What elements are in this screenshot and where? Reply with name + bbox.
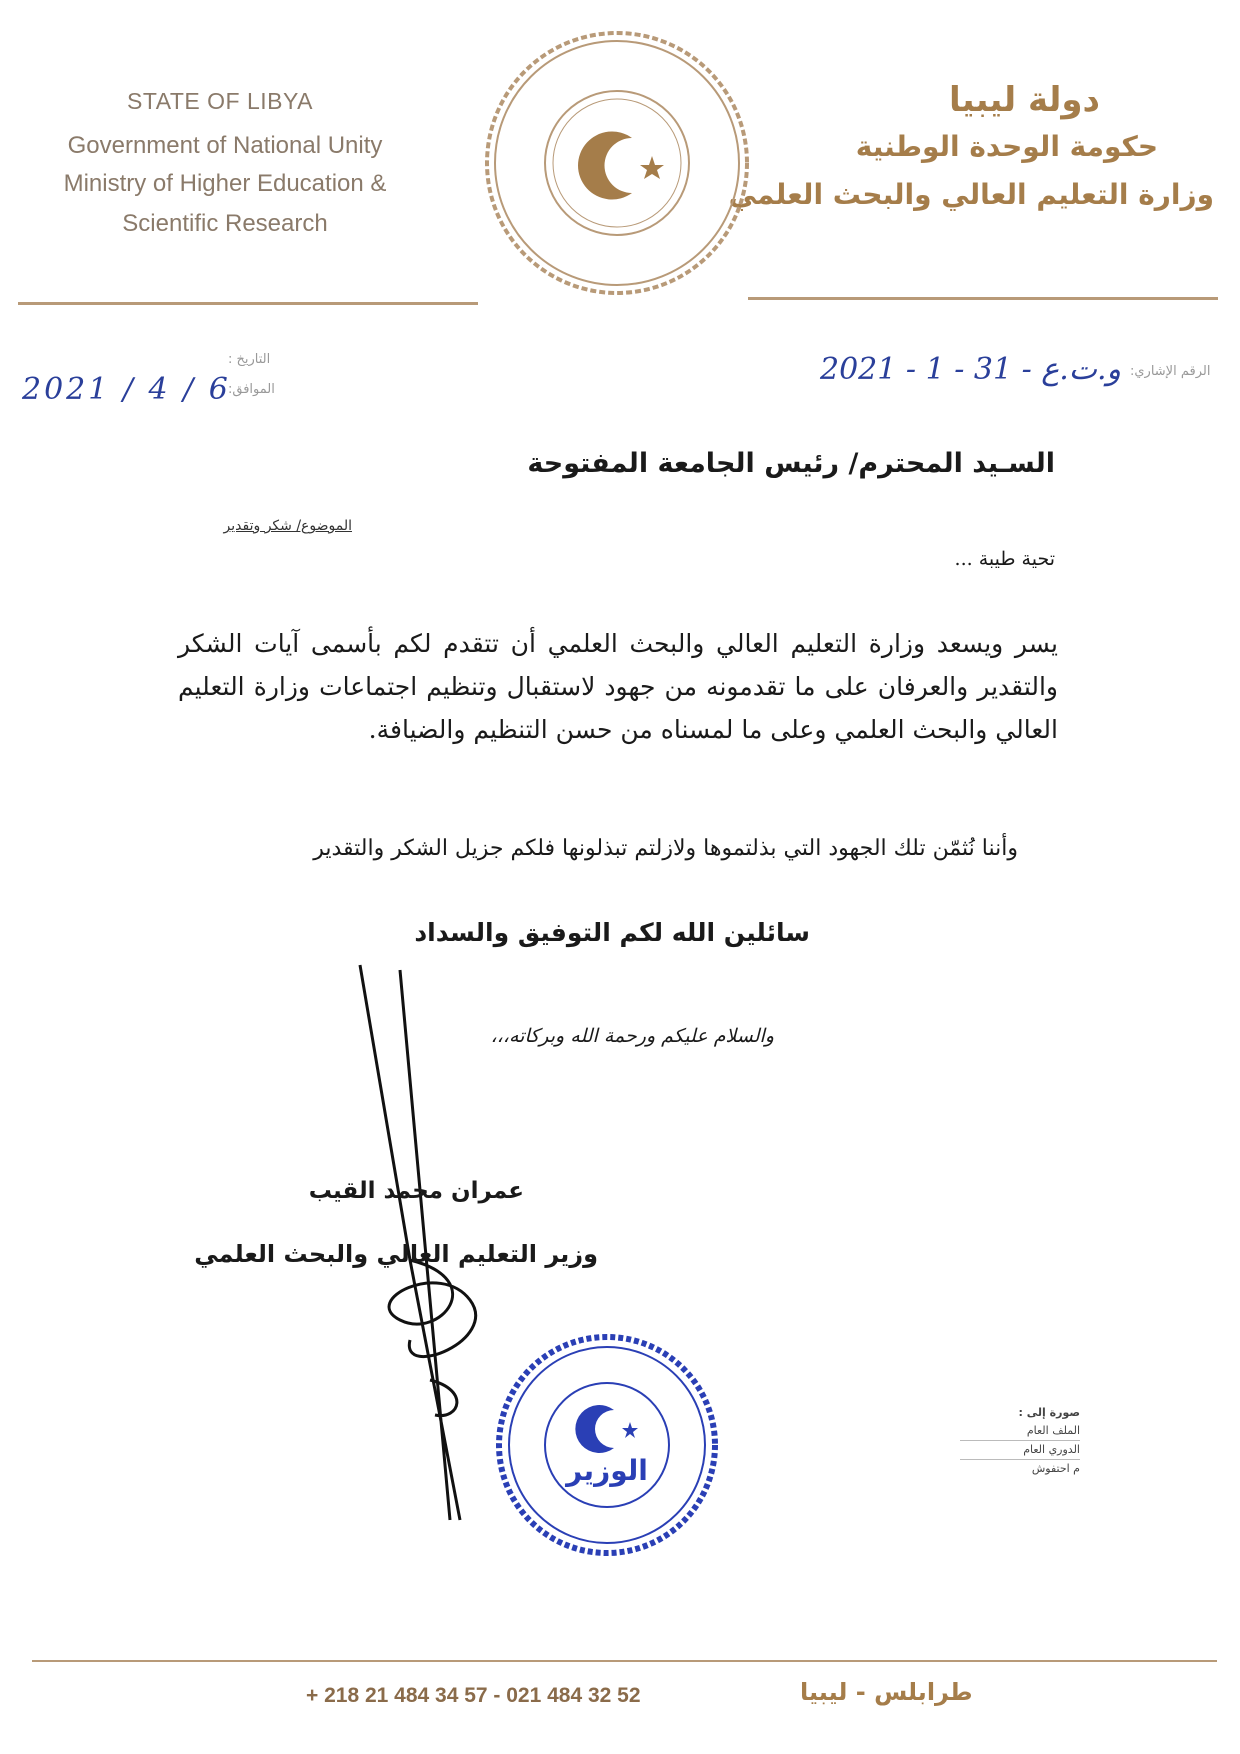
copies-item: الدوري العام [960, 1441, 1080, 1460]
ar-country: دولة ليبيا [949, 80, 1100, 120]
footer-city: طرابلس - ليبيا [800, 1678, 973, 1706]
subject: الموضوع/ شكر وتقدير [223, 518, 352, 534]
header-rule-right [748, 297, 1218, 300]
corresponding-label: الموافق: [228, 382, 275, 397]
en-country: STATE OF LIBYA [127, 88, 313, 114]
addressee: السـيد المحترم/ رئيس الجامعة المفتوحة [527, 448, 1055, 479]
wish-line: سائلين الله لكم التوفيق والسداد [414, 918, 810, 947]
thanks-line: وأننا نُثمّن تلك الجهود التي بذلتموها ولازلتم تبذلونها فلكم جزيل الشكر والتقدير [313, 836, 1018, 861]
signatory-name: عمران محمد القيب [308, 1178, 524, 1204]
en-ministry-line1: Ministry of Higher Education & [63, 170, 387, 197]
date-value: 2021 / 4 / 6 [22, 372, 231, 407]
signatory-title: وزير التعليم العالي والبحث العلمي [194, 1240, 598, 1268]
minister-stamp-icon [492, 1330, 722, 1560]
closing-line: والسلام عليكم ورحمة الله وبركاته،،، [490, 1025, 774, 1047]
header-rule-left [18, 302, 478, 305]
date-label: التاريخ : [228, 352, 271, 367]
copies-item: م احتفوش [1031, 1462, 1080, 1475]
en-ministry-line2: Scientific Research [122, 210, 328, 237]
ar-ministry: وزارة التعليم العالي والبحث العلمي [728, 178, 1214, 211]
copies-item: الملف العام [960, 1422, 1080, 1441]
ar-government: حكومة الوحدة الوطنية [855, 130, 1158, 163]
ref-label: الرقم الإشاري: [1130, 364, 1211, 379]
en-government: Government of National Unity [67, 132, 383, 159]
copies-block [960, 1404, 1080, 1478]
ref-value: و.ت.ع - 31 - 1 - 2021 [820, 352, 1121, 387]
stamp-center-text: الوزير [566, 1454, 648, 1487]
body-paragraph: يسر ويسعد وزارة التعليم العالي والبحث العلمي أن تتقدم لكم بأسمى آيات الشكر والتقدير والعرفان على ما تقدمونه من جهود لاستقبال وتنظيم اجتماعات وزارة التعليم العالي والبحث العلمي وعلى ما لمسناه من حسن التنظيم والضيافة. [178, 629, 1058, 744]
footer-rule [32, 1660, 1217, 1662]
footer-phone: + 218 21 484 34 57 - 021 484 32 52 [306, 1684, 641, 1707]
copies-heading: صورة إلى : [1018, 1406, 1080, 1419]
government-seal-icon [482, 28, 752, 298]
greeting: تحية طيبة ... [954, 548, 1055, 570]
